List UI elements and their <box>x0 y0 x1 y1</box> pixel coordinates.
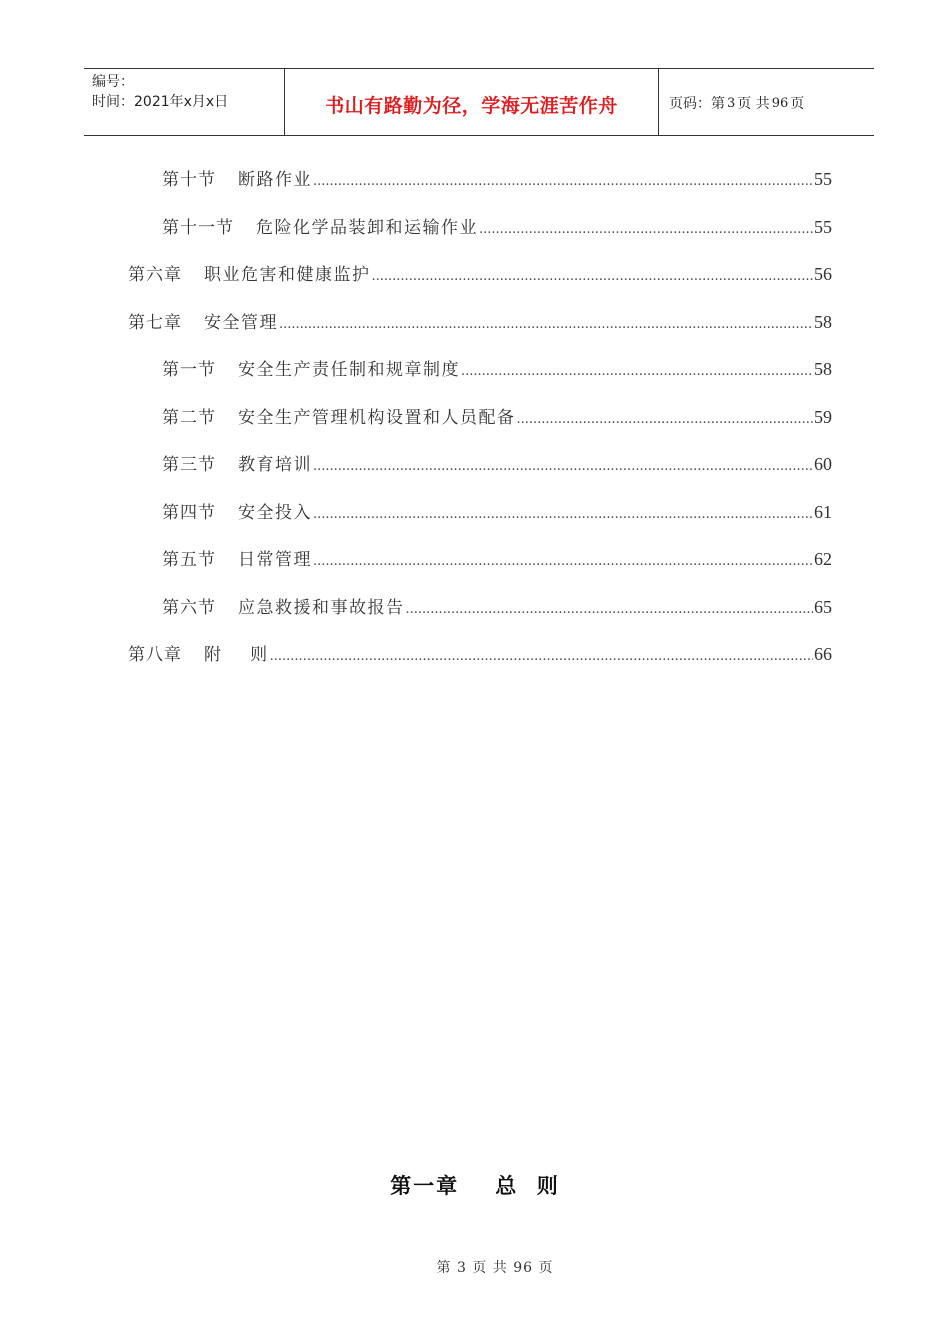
toc-entry[interactable] <box>128 640 832 684</box>
toc-leader-dots <box>372 269 814 284</box>
toc-entry[interactable] <box>162 403 832 447</box>
toc-leader-dots <box>313 507 813 522</box>
toc-entry[interactable] <box>162 498 832 542</box>
toc-entry-number: 第十节 <box>162 170 216 190</box>
page-header <box>84 68 874 136</box>
page-total: 96 <box>771 95 789 111</box>
page-mid: 页 共 <box>737 96 770 112</box>
page-prefix: 页码：第 <box>669 96 725 112</box>
toc-entry-number: 第四节 <box>162 502 216 523</box>
toc-entry-page: 65 <box>814 596 832 617</box>
chapter-heading <box>0 1170 950 1200</box>
toc-entry-title: 职业危害和健康监护 <box>204 265 371 285</box>
toc-entry[interactable] <box>162 450 832 494</box>
toc-entry-title: 应急救援和事故报告 <box>238 597 405 618</box>
toc-entry[interactable] <box>162 355 832 399</box>
chapter-heading-title: 总 则 <box>495 1173 560 1198</box>
toc-entry-number: 第二节 <box>162 407 216 428</box>
toc-entry-page: 59 <box>814 406 832 427</box>
toc-leader-dots <box>313 459 813 474</box>
toc-entry-page: 58 <box>814 359 832 379</box>
header-meta <box>84 69 285 135</box>
header-page-info <box>659 69 874 135</box>
toc-entry-title: 附 则 <box>204 645 269 665</box>
toc-entry-page: 55 <box>814 216 832 237</box>
toc-entry-number: 第三节 <box>162 455 216 475</box>
toc-entry-number: 第八章 <box>128 645 182 665</box>
toc-entry-title: 断路作业 <box>238 170 312 190</box>
page-footer: 第 3 页 共 96 页 <box>436 1260 554 1276</box>
toc-entry-title: 安全投入 <box>238 502 312 523</box>
toc-entry[interactable] <box>162 593 832 637</box>
toc-entry-page: 66 <box>814 644 832 664</box>
toc-entry-title: 安全生产责任制和规章制度 <box>238 360 460 380</box>
toc-leader-dots <box>479 222 813 237</box>
page-current: 3 <box>727 95 736 111</box>
toc-entry-page: 55 <box>814 169 832 189</box>
toc-entry-title: 日常管理 <box>238 550 312 570</box>
toc-entry-number: 第十一节 <box>162 217 234 238</box>
toc-entry-page: 62 <box>814 549 832 569</box>
toc-leader-dots <box>313 174 813 189</box>
toc-entry[interactable] <box>162 545 832 589</box>
toc-leader-dots <box>406 602 814 617</box>
toc-entry-page: 61 <box>814 501 832 522</box>
toc-entry-number: 第六章 <box>128 265 182 285</box>
toc-leader-dots <box>313 554 813 569</box>
toc-entry-number: 第五节 <box>162 550 216 570</box>
toc-entry[interactable] <box>128 308 832 352</box>
time-label: 时间：2021年x月x日 <box>92 94 229 110</box>
header-motto-cell <box>285 69 659 135</box>
toc-entry[interactable] <box>128 260 832 304</box>
toc-entry-title: 教育培训 <box>238 455 312 475</box>
toc-entry-title: 安全生产管理机构设置和人员配备 <box>238 407 516 428</box>
toc-entry[interactable] <box>162 213 832 257</box>
toc-entry-number: 第六节 <box>162 597 216 618</box>
serial-label: 编号： <box>92 74 134 90</box>
page-suffix: 页 <box>790 96 805 112</box>
motto-text: 书山有路勤为径，学海无涯苦作舟 <box>325 94 618 117</box>
toc-entry-title: 危险化学品装卸和运输作业 <box>256 217 478 238</box>
chapter-heading-num: 第一章 <box>390 1173 460 1198</box>
toc-leader-dots <box>270 649 813 664</box>
toc-entry-page: 60 <box>814 454 832 474</box>
toc-entry-number: 第一节 <box>162 360 216 380</box>
toc-entry-page: 56 <box>814 264 832 284</box>
toc-leader-dots <box>279 317 813 332</box>
toc-leader-dots <box>517 412 814 427</box>
toc-entry-page: 58 <box>814 311 832 332</box>
toc-entry-number: 第七章 <box>128 312 182 333</box>
toc-leader-dots <box>461 364 813 379</box>
toc-entry-title: 安全管理 <box>204 312 278 333</box>
toc-entry[interactable] <box>162 165 832 209</box>
